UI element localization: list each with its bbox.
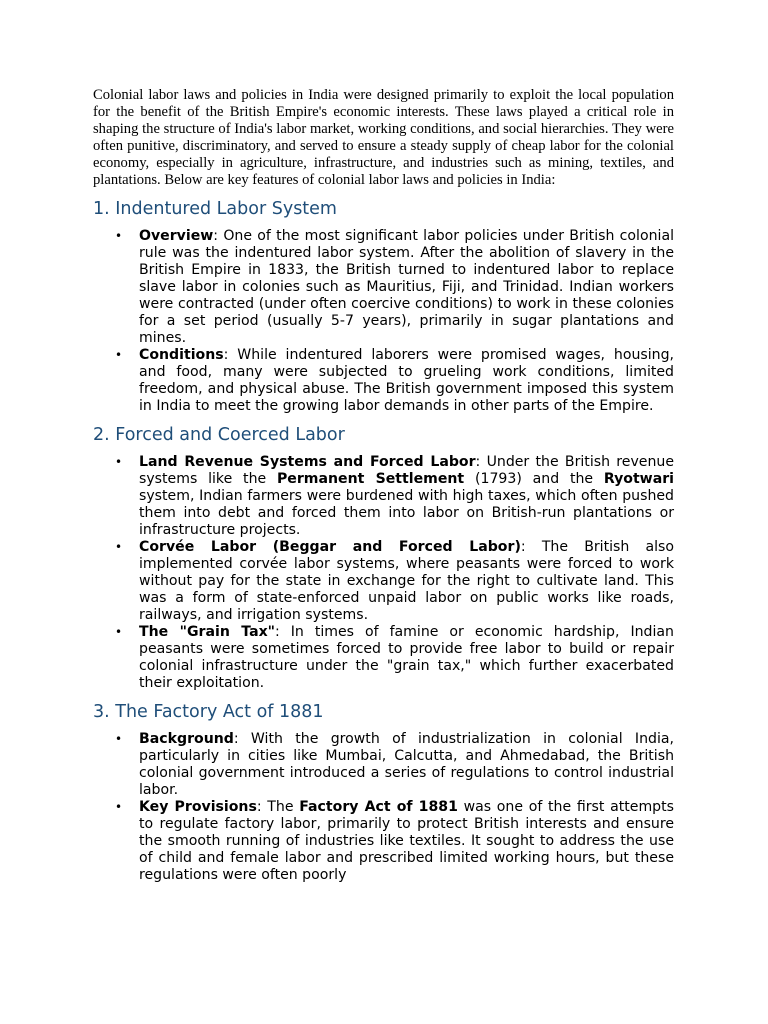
item-text: : With the growth of industrialization in colonial India, particularly in cities like Mumbai, Calcutta, and Ahmedabad, the British colonial government introduced a series of regulations to control industrial labor.: [139, 731, 674, 798]
list-item-conditions: [93, 347, 674, 415]
term-factory-act: Factory Act of 1881: [299, 799, 458, 815]
item-text: : Under the British revenue systems like the: [139, 454, 674, 487]
bullet-icon: •: [115, 229, 123, 243]
section-3-list: [93, 731, 674, 884]
item-text: : One of the most significant labor policies under British colonial rule was the indentured labor system. After the abolition of slavery in the British Empire in 1833, the British turned to indentured labor to replace slave labor in colonies such as Mauritius, Fiji, and Trinidad. Indian workers were contracted (under often coercive conditions) to work in these colonies for a set period (usually 5-7 years), primarily in sugar plantations and mines.: [139, 228, 674, 346]
section-1-list: [93, 228, 674, 415]
item-text: was one of the first attempts to regulate factory labor, primarily to protect British interests and ensure the smooth running of industries like textiles. It sought to address the use of child and female labor and prescribed limited working hours, but these regulations were often poorly: [139, 799, 674, 883]
section-heading-indentured-labor: 1. Indentured Labor System: [93, 199, 337, 219]
term-ryotwari: Ryotwari: [603, 471, 674, 487]
bullet-icon: •: [115, 800, 123, 814]
item-text: : The: [256, 799, 300, 815]
section-heading-factory-act: 3. The Factory Act of 1881: [93, 702, 324, 722]
bullet-icon: •: [115, 455, 123, 469]
section-2-list: [93, 454, 674, 692]
term-permanent-settlement: Permanent Settlement: [276, 471, 465, 487]
item-text: system, Indian farmers were burdened with high taxes, which often pushed them into debt and forced them into labor on British-run plantations or infrastructure projects.: [139, 488, 674, 538]
bullet-icon: •: [115, 625, 123, 639]
list-item-corvee: [93, 539, 674, 624]
list-item-overview: [93, 228, 674, 347]
item-text: : While indentured laborers were promised wages, housing, and food, many were subjected to grueling work conditions, limited freedom, and physical abuse. The British government imposed this system in India to meet the growing labor demands in other parts of the Empire.: [139, 347, 674, 414]
term-land-revenue: Land Revenue Systems and Forced Labor: [139, 454, 476, 470]
term-overview: Overview: [139, 228, 214, 244]
list-item-land-revenue: [93, 454, 674, 539]
bullet-icon: •: [115, 540, 123, 554]
list-item-key-provisions: [93, 799, 674, 884]
term-background: Background: [139, 731, 234, 747]
term-key-provisions: Key Provisions: [139, 799, 257, 815]
term-conditions: Conditions: [139, 347, 224, 363]
term-corvee: Corvée Labor (Beggar and Forced Labor): [139, 539, 521, 555]
item-text: (1793) and the: [464, 471, 604, 487]
list-item-grain-tax: [93, 624, 674, 692]
item-text: : The British also implemented corvée labor systems, where peasants were forced to work without pay for the state in exchange for the right to cultivate land. This was a form of state-enforced unpaid labor on public works like roads, railways, and irrigation systems.: [139, 539, 675, 623]
section-heading-forced-labor: 2. Forced and Coerced Labor: [93, 425, 345, 445]
list-item-background: [93, 731, 674, 799]
term-grain-tax: The "Grain Tax": [139, 624, 276, 640]
intro-paragraph: Colonial labor laws and policies in India were designed primarily to exploit the local population for the benefit of the British Empire's economic interests. These laws played a critical role in shaping the structure of India's labor market, working conditions, and social hierarchies. They were often punitive, discriminatory, and served to ensure a steady supply of cheap labor for the colonial economy, especially in agriculture, infrastructure, and industries such as mining, textiles, and plantations. Below are key features of colonial labor laws and policies in India:: [93, 87, 674, 188]
item-text: : In times of famine or economic hardship, Indian peasants were sometimes forced to provide free labor to build or repair colonial infrastructure under the "grain tax," which further exacerbated their exploitation.: [139, 624, 674, 691]
bullet-icon: •: [115, 732, 123, 746]
document-page: [93, 87, 674, 884]
bullet-icon: •: [115, 348, 123, 362]
